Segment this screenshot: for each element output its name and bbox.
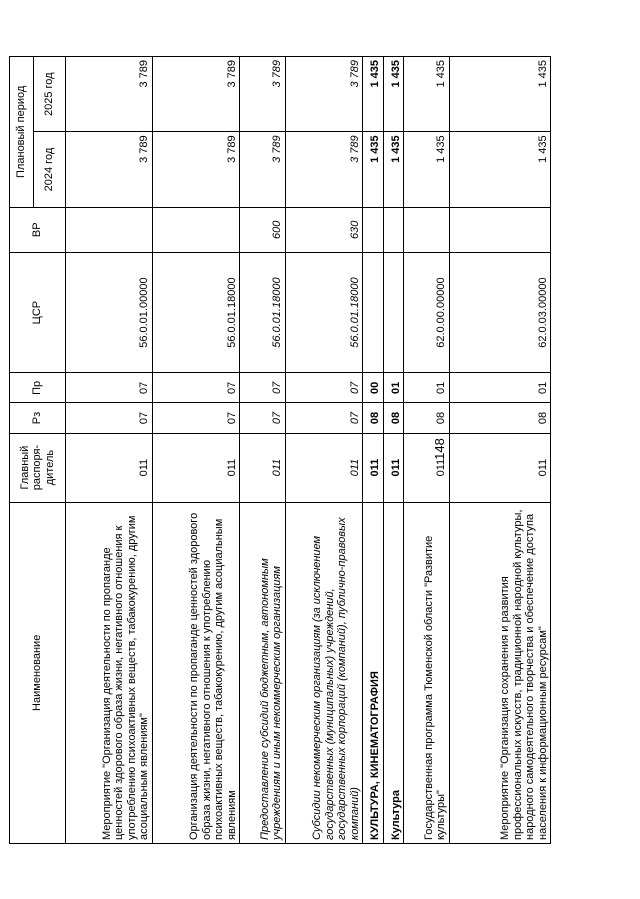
cell-2025: 3 789	[66, 57, 153, 132]
cell-rz: 08	[449, 403, 550, 433]
cell-admin: 011	[66, 433, 153, 502]
cell-name: Мероприятие "Организация сохранения и развития профессиональных искусств, традиционной народной культуры, народного самодеятельного творчества и обеспечение доступа населения к информационным ресурсам"	[449, 502, 550, 843]
table-row	[449, 57, 550, 844]
cell-csr: 56.0.01.18000	[240, 252, 286, 372]
cell-name: Субсидии некоммерческим организациям (за исключением государственных (муниципальных) учреждений, государственных корпораций (компаний), публично-правовых компаний)	[285, 502, 362, 843]
cell-2024: 3 789	[285, 132, 362, 207]
cell-rz: 07	[285, 403, 362, 433]
cell-2025: 1 435	[404, 57, 450, 132]
cell-pr: 07	[285, 373, 362, 403]
cell-vr	[152, 207, 240, 252]
cell-vr	[449, 207, 550, 252]
cell-vr	[66, 207, 153, 252]
cell-2025: 1 435	[363, 57, 383, 132]
header-year-2025: 2025 год	[34, 57, 66, 132]
cell-vr: 630	[285, 207, 362, 252]
cell-csr: 56.0.01.00000	[66, 252, 153, 372]
cell-pr: 07	[66, 373, 153, 403]
table-body	[66, 57, 551, 844]
cell-rz: 07	[240, 403, 286, 433]
table-row	[383, 57, 403, 844]
header-plan-period: Плановый период	[10, 57, 34, 208]
budget-table	[9, 56, 551, 844]
cell-2024: 1 435	[449, 132, 550, 207]
cell-admin: 011	[152, 433, 240, 502]
table-row	[363, 57, 383, 844]
cell-admin: 011	[383, 433, 403, 502]
cell-admin: 011	[404, 433, 450, 502]
header-rz: Рз	[10, 403, 66, 433]
cell-name: Культура	[383, 502, 403, 843]
cell-admin: 011	[363, 433, 383, 502]
cell-2024: 3 789	[240, 132, 286, 207]
header-csr: ЦСР	[10, 252, 66, 372]
cell-csr: 56.0.01.18000	[152, 252, 240, 372]
cell-rz: 08	[383, 403, 403, 433]
header-admin: Главный распоря-дитель	[10, 433, 66, 502]
cell-admin: 011	[285, 433, 362, 502]
cell-rz: 07	[66, 403, 153, 433]
cell-2025: 1 435	[383, 57, 403, 132]
cell-pr: 00	[363, 373, 383, 403]
cell-2025: 3 789	[285, 57, 362, 132]
cell-2024: 3 789	[66, 132, 153, 207]
cell-pr: 07	[240, 373, 286, 403]
cell-name: КУЛЬТУРА, КИНЕМАТОГРАФИЯ	[363, 502, 383, 843]
cell-pr: 01	[449, 373, 550, 403]
table-row	[285, 57, 362, 844]
cell-rz: 08	[404, 403, 450, 433]
header-pr: Пр	[10, 373, 66, 403]
cell-2024: 1 435	[363, 132, 383, 207]
cell-2024: 3 789	[152, 132, 240, 207]
header-year-2024: 2024 год	[34, 132, 66, 207]
header-name: Наименование	[10, 502, 66, 843]
cell-2024: 1 435	[404, 132, 450, 207]
cell-name: Мероприятие "Организация деятельности по пропаганде ценностей здорового образа жизни, негативного отношения к употреблению психоактивных веществ, табакокурению, другим асоциальным явлениям"	[66, 502, 153, 843]
cell-2024: 1 435	[383, 132, 403, 207]
cell-pr: 01	[404, 373, 450, 403]
cell-vr	[383, 207, 403, 252]
cell-rz: 08	[363, 403, 383, 433]
table-row	[152, 57, 240, 844]
cell-csr: 62.0.03.00000	[449, 252, 550, 372]
cell-vr	[404, 207, 450, 252]
cell-vr	[363, 207, 383, 252]
cell-rz: 07	[152, 403, 240, 433]
cell-2025: 1 435	[449, 57, 550, 132]
cell-name: Государственная программа Тюменской области "Развитие культуры"	[404, 502, 450, 843]
table-row	[240, 57, 286, 844]
table-row	[66, 57, 153, 844]
cell-admin: 011	[449, 433, 550, 502]
header-vr: ВР	[10, 207, 66, 252]
cell-csr: 56.0.01.18000	[285, 252, 362, 372]
cell-name: Организация деятельности по пропаганде ценностей здорового образа жизни, негативного отношения к употреблению психоактивных веществ, табакокурению, другим асоциальным явлениям	[152, 502, 240, 843]
cell-name: Предоставление субсидий бюджетным, автономным учреждениям и иным некоммерческим организациям	[240, 502, 286, 843]
page-number: 148	[432, 438, 447, 460]
budget-table-container	[9, 56, 551, 844]
cell-admin: 011	[240, 433, 286, 502]
cell-pr: 07	[152, 373, 240, 403]
cell-csr	[383, 252, 403, 372]
cell-csr: 62.0.00.00000	[404, 252, 450, 372]
cell-2025: 3 789	[152, 57, 240, 132]
cell-csr	[363, 252, 383, 372]
cell-pr: 01	[383, 373, 403, 403]
table-row	[404, 57, 450, 844]
cell-2025: 3 789	[240, 57, 286, 132]
cell-vr: 600	[240, 207, 286, 252]
